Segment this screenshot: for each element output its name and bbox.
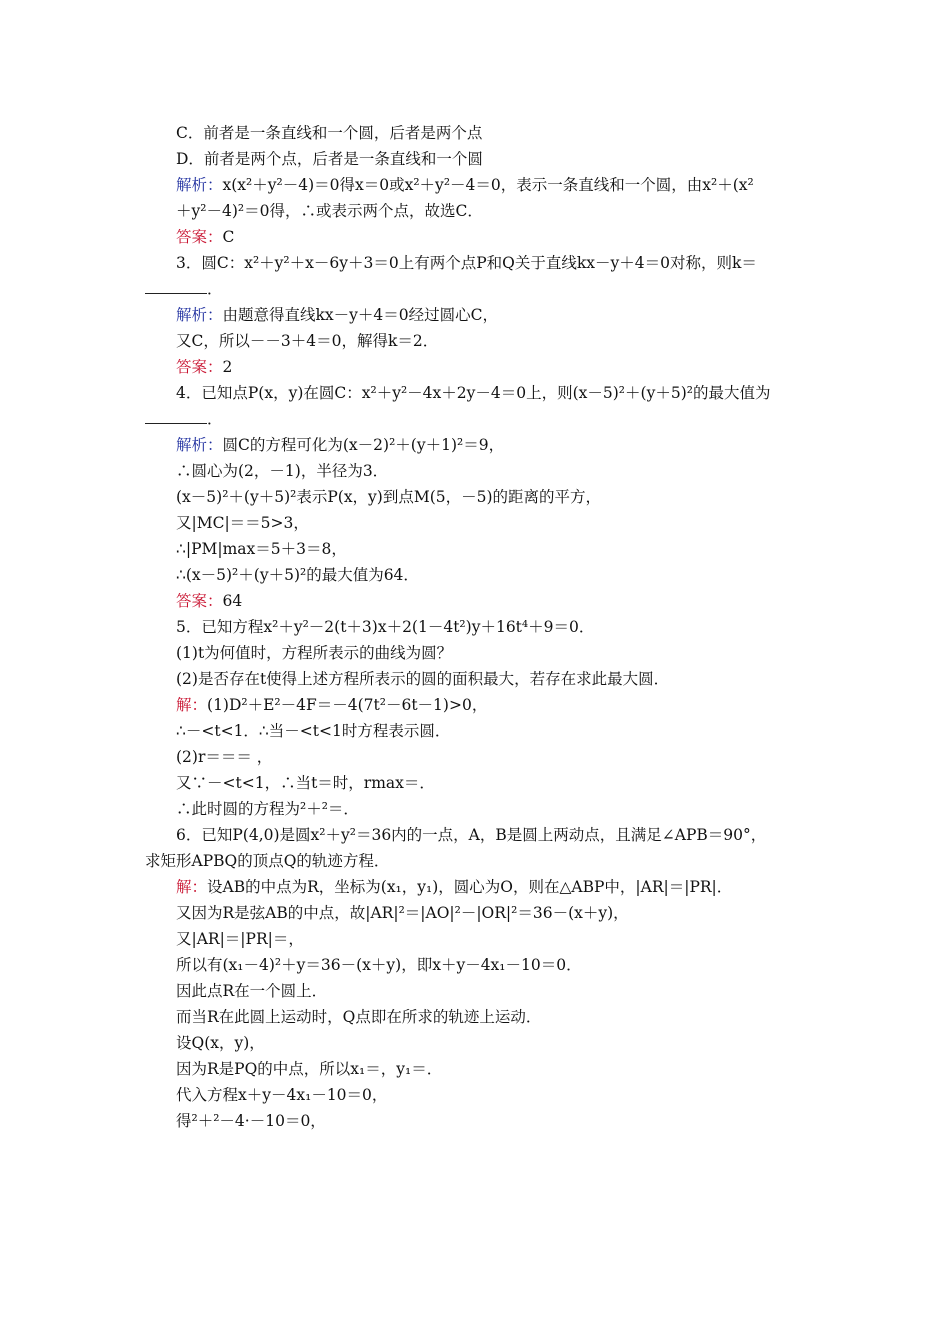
analysis-label: 解析：	[176, 436, 223, 454]
line-text: 圆C的方程可化为(x－2)²＋(y＋1)²＝9，	[222, 436, 505, 454]
line-text: C	[222, 228, 235, 246]
line-text: D．前者是两个点，后者是一条直线和一个圆	[176, 150, 483, 168]
text-line	[145, 952, 810, 978]
text-line	[145, 1056, 810, 1082]
text-line	[145, 744, 810, 770]
line-text: 而当R在此圆上运动时，Q点即在所求的轨迹上运动．	[176, 1008, 542, 1026]
analysis-label: 解析：	[176, 176, 223, 194]
line-text: 因为R是PQ的中点，所以x₁＝，y₁＝．	[176, 1060, 443, 1078]
text-line	[145, 354, 810, 380]
line-text: 所以有(x₁－4)²＋y＝36－(x＋y)，即x＋y－4x₁－10＝0．	[176, 956, 582, 974]
answer-label: 答案：	[176, 228, 223, 246]
answer-blank	[145, 292, 207, 294]
line-text: 又∵－<t<1，∴当t＝时，rmax＝．	[176, 774, 435, 792]
line-text: ∴－<t<1．∴当－<t<1时方程表示圆．	[176, 722, 451, 740]
text-line	[145, 718, 810, 744]
line-text: (2)r＝＝＝ ，	[176, 748, 273, 766]
line-text: (1)t为何值时，方程所表示的曲线为圆？	[176, 644, 453, 662]
line-text: ∴此时圆的方程为²＋²＝．	[176, 800, 359, 818]
text-line	[145, 198, 810, 224]
text-line	[145, 692, 810, 718]
answer-blank	[145, 422, 207, 424]
answer-label: 解：	[176, 878, 208, 896]
text-line	[145, 1082, 810, 1108]
line-text: 5．已知方程x²＋y²－2(t＋3)x＋2(1－4t²)y＋16t⁴＋9＝0．	[176, 618, 595, 636]
text-line	[145, 1108, 810, 1134]
text-line	[145, 328, 810, 354]
analysis-label: 解析：	[176, 306, 223, 324]
text-line	[145, 484, 810, 510]
text-line	[145, 302, 810, 328]
text-line	[145, 796, 810, 822]
line-text: C．前者是一条直线和一个圆，后者是两个点	[176, 124, 483, 142]
text-line	[145, 380, 810, 406]
line-text: (1)D²＋E²－4F＝－4(7t²－6t－1)>0，	[207, 696, 488, 714]
text-line	[145, 926, 810, 952]
line-text: 因此点R在一个圆上．	[176, 982, 328, 1000]
line-text: 4．已知点P(x，y)在圆C：x²＋y²－4x＋2y－4＝0上，则(x－5)²＋(y＋5)²的最大值为	[176, 384, 771, 402]
text-line	[145, 224, 810, 250]
text-line	[145, 848, 810, 874]
text-line	[145, 406, 810, 432]
text-line	[145, 666, 810, 692]
text-line	[145, 536, 810, 562]
line-text: ．	[207, 410, 223, 428]
line-text: ∴|PM|max＝5＋3＝8，	[176, 540, 347, 558]
text-line	[145, 120, 810, 146]
line-text: 设Q(x，y)，	[176, 1034, 265, 1052]
line-text: ＋y²－4)²＝0得，∴或表示两个点，故选C．	[176, 202, 483, 220]
text-line	[145, 614, 810, 640]
line-text: 由题意得直线kx－y＋4＝0经过圆心C，	[222, 306, 498, 324]
line-text: 又因为R是弦AB的中点，故|AR|²＝|AO|²－|OR|²＝36－(x＋y)，	[176, 904, 629, 922]
line-text: 6．已知P(4,0)是圆x²＋y²＝36内的一点，A，B是圆上两动点，且满足∠APB＝90°，	[176, 826, 767, 844]
line-text: 2	[222, 358, 233, 376]
line-text: x(x²＋y²－4)＝0得x＝0或x²＋y²－4＝0，表示一条直线和一个圆，由x²＋(x²	[222, 176, 754, 194]
line-text: 又C，所以－－3＋4＝0，解得k＝2．	[176, 332, 439, 350]
line-text: (2)是否存在t使得上述方程所表示的圆的面积最大，若存在求此最大圆．	[176, 670, 670, 688]
text-line	[145, 822, 810, 848]
text-line	[145, 432, 810, 458]
line-text: 求矩形APBQ的顶点Q的轨迹方程．	[145, 852, 390, 870]
text-line	[145, 458, 810, 484]
text-line	[145, 562, 810, 588]
line-text: 64	[222, 592, 243, 610]
text-line	[145, 510, 810, 536]
line-text: ．	[207, 280, 223, 298]
text-line	[145, 900, 810, 926]
answer-label: 答案：	[176, 358, 223, 376]
line-text: 3．圆C：x²＋y²＋x－6y＋3＝0上有两个点P和Q关于直线kx－y＋4＝0对称，则k＝	[176, 254, 757, 272]
text-line	[145, 276, 810, 302]
line-text: 又|AR|＝|PR|＝，	[176, 930, 304, 948]
line-text: (x－5)²＋(y＋5)²表示P(x，y)到点M(5，－5)的距离的平方，	[176, 488, 602, 506]
line-text: 得²＋²－4·－10＝0，	[176, 1112, 326, 1130]
document-body	[145, 120, 810, 1134]
text-line	[145, 250, 810, 276]
text-line	[145, 146, 810, 172]
text-line	[145, 1004, 810, 1030]
line-text: 又|MC|＝＝5>3，	[176, 514, 309, 532]
line-text: 代入方程x＋y－4x₁－10＝0，	[176, 1086, 388, 1104]
text-line	[145, 588, 810, 614]
text-line	[145, 172, 810, 198]
line-text: ∴圆心为(2，－1)，半径为3．	[176, 462, 389, 480]
text-line	[145, 1030, 810, 1056]
line-text: 设AB的中点为R，坐标为(x₁，y₁)，圆心为O，则在△ABP中，|AR|＝|PR|．	[207, 878, 733, 896]
answer-label: 解：	[176, 696, 208, 714]
text-line	[145, 978, 810, 1004]
line-text: ∴(x－5)²＋(y＋5)²的最大值为64．	[176, 566, 419, 584]
text-line	[145, 770, 810, 796]
text-line	[145, 874, 810, 900]
answer-label: 答案：	[176, 592, 223, 610]
text-line	[145, 640, 810, 666]
